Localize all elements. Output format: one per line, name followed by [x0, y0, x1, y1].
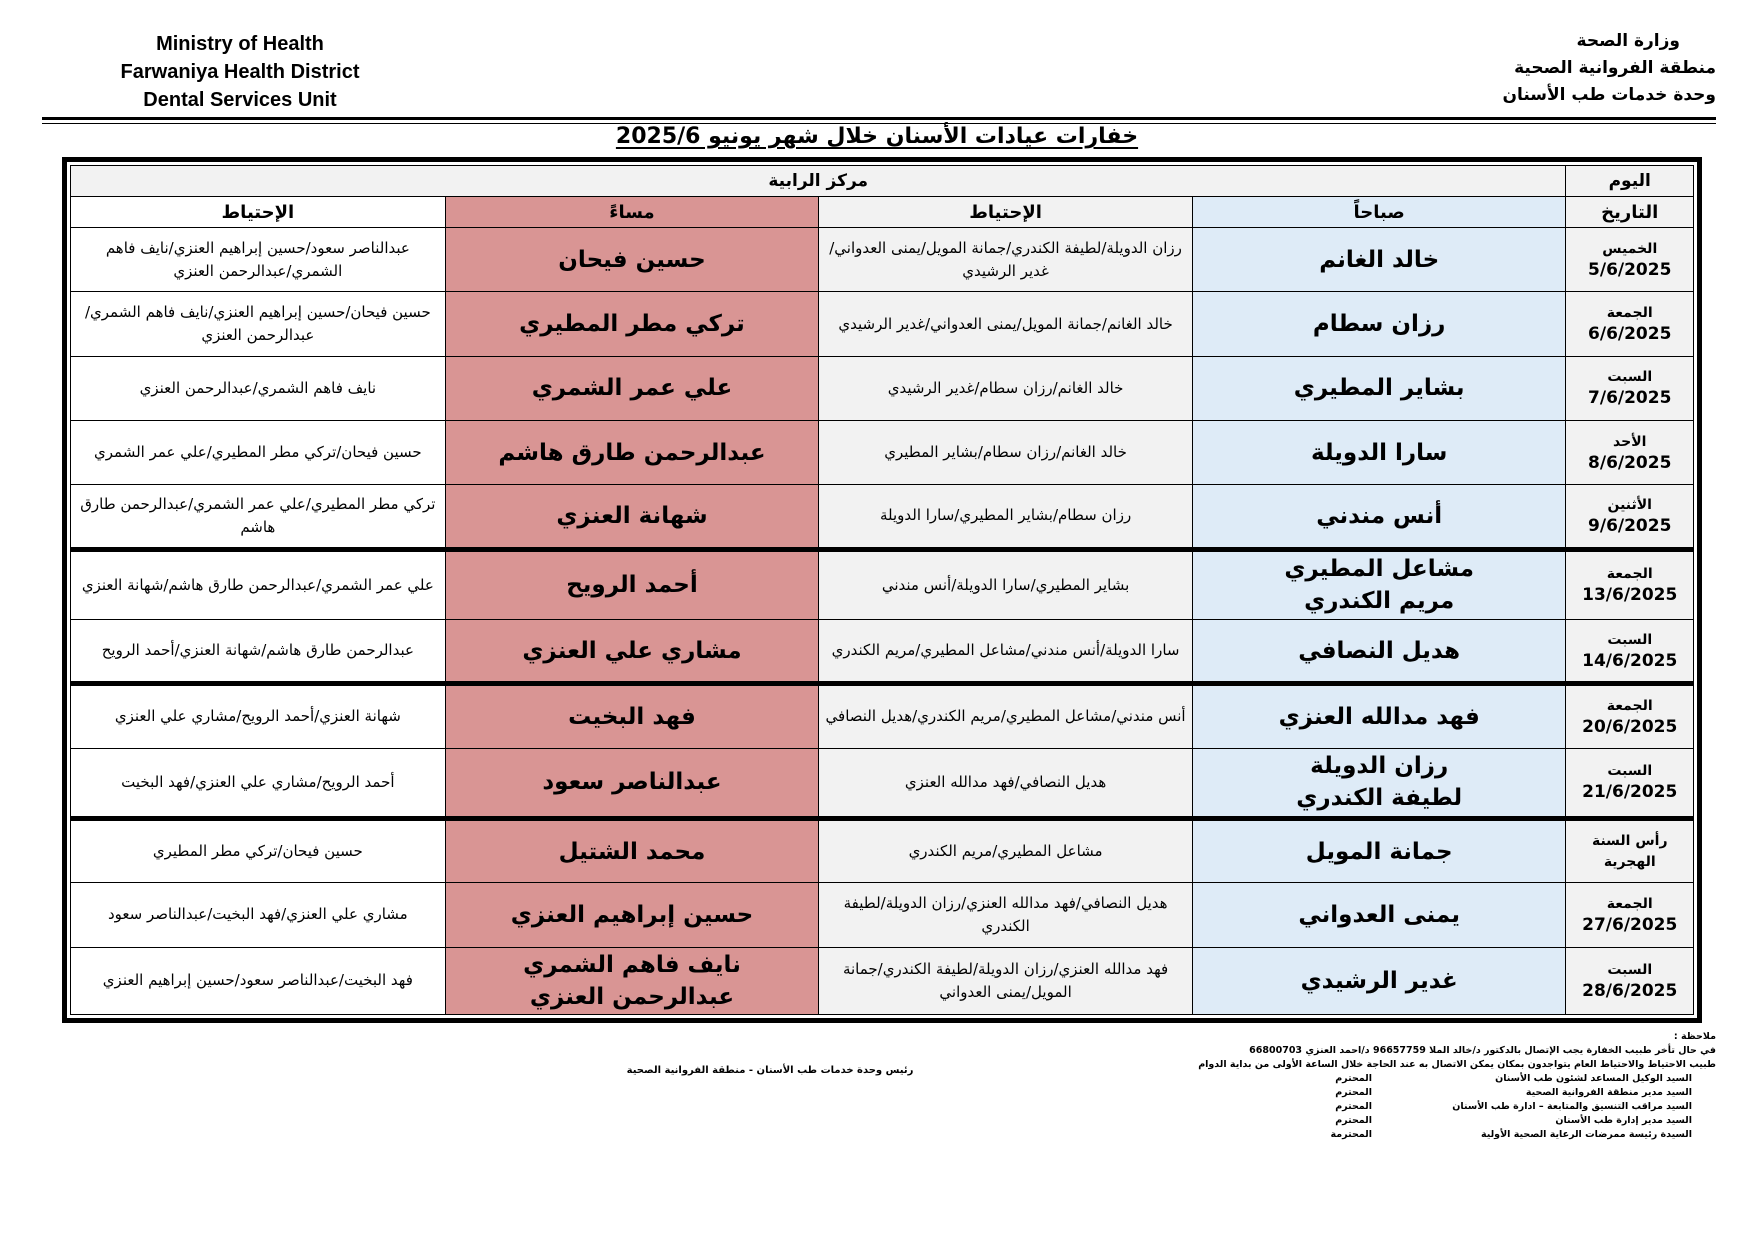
morning-doctor: [1192, 292, 1566, 356]
evening-backup: [71, 549, 446, 619]
morning-backup: [819, 620, 1193, 684]
day-date: 9/6/2025: [1588, 515, 1672, 536]
day-date: 5/6/2025: [1588, 259, 1672, 280]
evening-doctor: [445, 228, 819, 292]
evening-backup: [71, 420, 446, 484]
morning-doctor: [1192, 228, 1566, 292]
morning-backup: [819, 947, 1193, 1014]
table-row: [71, 819, 1694, 883]
day-date: 14/6/2025: [1582, 650, 1678, 671]
doctor-names: فهد مدالله العنزي/رزان الدويلة/لطيفة الكندري/جمانة المويل/يمنى العدواني: [842, 959, 1169, 1001]
title-text: خفارات عيادات الأسنان خلال شهر يونيو 2025/6: [615, 124, 1139, 149]
doctor-names: سارا الدويلة/أنس مندني/مشاعل المطيري/مريم الكندري: [831, 641, 1180, 660]
doctor-names: رزان الدويلة لطيفة الكندري: [1296, 753, 1463, 812]
morning-doctor: [1192, 485, 1566, 549]
table-row: [71, 292, 1694, 356]
day-date: 8/6/2025: [1588, 452, 1672, 473]
morning-doctor: [1192, 883, 1566, 947]
evening-backup: [71, 228, 446, 292]
day-name: الأثنين: [1607, 496, 1652, 513]
doctor-names: تركي مطر المطيري/علي عمر الشمري/عبدالرحمن طارق هاشم: [80, 494, 436, 536]
doctor-names: رزان سطام: [1312, 311, 1446, 338]
day-cell: [1566, 420, 1694, 484]
doctor-names: هديل النصافي: [1298, 637, 1461, 664]
evening-doctor: [445, 292, 819, 356]
doctor-names: بشاير المطيري/سارا الدويلة/أنس مندني: [881, 575, 1130, 594]
morning-doctor: [1192, 748, 1566, 818]
evening-doctor: [445, 883, 819, 947]
day-name: رأس السنة الهجرية: [1591, 832, 1668, 870]
doctor-names: تركي مطر المطيري: [519, 311, 745, 338]
day-name: الجمعة: [1606, 566, 1653, 583]
table-row: [71, 684, 1694, 748]
evening-doctor: [445, 748, 819, 818]
doctor-names: أحمد الرويح: [566, 572, 698, 599]
morning-doctor: [1192, 620, 1566, 684]
doctor-names: سارا الدويلة: [1310, 439, 1448, 466]
doctor-names: حسين إبراهيم العنزي: [510, 901, 754, 928]
day-name: السبت: [1607, 961, 1653, 978]
doctor-names: يمنى العدواني: [1298, 901, 1460, 928]
table-row: [71, 420, 1694, 484]
doctor-names: عبدالناصر سعود/حسين إبراهيم العنزي/نايف فاهم الشمري/عبدالرحمن العنزي: [105, 238, 410, 280]
evening-backup: [71, 883, 446, 947]
day-name: الجمعة: [1606, 305, 1653, 322]
day-date: 13/6/2025: [1582, 585, 1678, 606]
table-row: [71, 947, 1694, 1014]
recipient-item: [1312, 1128, 1692, 1142]
morning-backup: [819, 748, 1193, 818]
evening-doctor: [445, 684, 819, 748]
notes-heading: ملاحظة :: [1673, 1031, 1716, 1042]
day-cell: [1566, 819, 1694, 883]
evening-backup: [71, 292, 446, 356]
doctor-names: علي عمر الشمري/عبدالرحمن طارق هاشم/شهانة العنزي: [81, 575, 434, 594]
morning-doctor: [1192, 947, 1566, 1014]
doctor-names: مشاعل المطيري/مريم الكندري: [908, 842, 1103, 861]
evening-doctor: [445, 356, 819, 420]
morning-doctor: [1192, 549, 1566, 619]
recipient-honorific: المحترم: [1335, 1087, 1372, 1098]
morning-backup: [819, 819, 1193, 883]
morning-backup: [819, 292, 1193, 356]
doctor-names: خالد الغانم/جمانة المويل/يمنى العدواني/غدير الرشيدي: [838, 314, 1173, 333]
evening-doctor: [445, 420, 819, 484]
doctor-names: أنس مندني/مشاعل المطيري/مريم الكندري/هديل النصافي: [825, 707, 1186, 726]
header-date: التاريخ: [1566, 197, 1694, 228]
doctor-names: بشاير المطيري: [1293, 375, 1465, 402]
day-name: السبت: [1607, 631, 1653, 648]
morning-backup: [819, 549, 1193, 619]
doctor-names: عبدالرحمن طارق هاشم: [498, 439, 766, 466]
header-backup-morning: الإحتياط: [819, 197, 1193, 228]
doctor-names: شهانة العنزي: [556, 502, 708, 529]
recipient-text: السيد الوكيل المساعد لشئون طب الأسنان: [1495, 1073, 1692, 1084]
header-backup-evening: الإحتياط: [71, 197, 446, 228]
district-ar: منطقة الفروانية الصحية: [1514, 58, 1716, 78]
day-date: 28/6/2025: [1582, 980, 1678, 1001]
header-day: اليوم: [1566, 166, 1694, 197]
day-name: السبت: [1607, 763, 1653, 780]
doctor-names: فهد البخيت/عبدالناصر سعود/حسين إبراهيم العنزي: [102, 971, 413, 990]
morning-doctor: [1192, 420, 1566, 484]
schedule-table: [70, 165, 1694, 1015]
doctor-names: حسين فيحان/حسين إبراهيم العنزي/نايف فاهم الشمري/عبدالرحمن العنزي: [84, 303, 431, 345]
doctor-names: خالد الغانم: [1319, 246, 1440, 273]
evening-doctor: [445, 620, 819, 684]
evening-backup: [71, 748, 446, 818]
doctor-names: رزان سطام/بشاير المطيري/سارا الدويلة: [879, 506, 1132, 525]
doctor-names: حسين فيحان/تركي مطر المطيري: [152, 842, 363, 861]
recipient-honorific: المحترم: [1335, 1073, 1372, 1084]
day-date: 6/6/2025: [1588, 324, 1672, 345]
morning-backup: [819, 228, 1193, 292]
recipient-item: [1312, 1114, 1692, 1128]
unit-en: Dental Services Unit: [143, 89, 337, 111]
day-cell: [1566, 485, 1694, 549]
day-cell: [1566, 549, 1694, 619]
ministry-en: Ministry of Health: [156, 33, 324, 55]
doctor-names: نايف فاهم الشمري/عبدالرحمن العنزي: [139, 378, 377, 397]
notes-section: [1196, 1030, 1716, 1142]
recipient-text: السيد مدير إدارة طب الأسنان: [1555, 1115, 1692, 1126]
signature-line: رئيس وحدة خدمات طب الأسنان - منطقة الفروانية الصحية: [626, 1065, 914, 1076]
header-morning: صباحاً: [1192, 197, 1566, 228]
doctor-names: شهانة العنزي/أحمد الرويح/مشاري علي العنزي: [114, 707, 401, 726]
day-date: 21/6/2025: [1582, 782, 1678, 803]
doctor-names: حسين فيحان/تركي مطر المطيري/علي عمر الشمري: [94, 443, 422, 462]
day-date: 20/6/2025: [1582, 716, 1678, 737]
table-row: [71, 883, 1694, 947]
day-name: الجمعة: [1606, 895, 1653, 912]
day-date: 7/6/2025: [1588, 388, 1672, 409]
day-cell: [1566, 748, 1694, 818]
doctor-names: عبدالرحمن طارق هاشم/شهانة العنزي/أحمد الرويح: [101, 641, 414, 660]
doctor-names: هديل النصافي/فهد مدالله العنزي/رزان الدويلة/لطيفة الكندري: [843, 893, 1168, 935]
evening-backup: [71, 485, 446, 549]
document-title: [0, 124, 1754, 149]
ministry-ar: وزارة الصحة: [1576, 31, 1680, 51]
doctor-names: فهد مدالله العنزي: [1278, 703, 1480, 730]
day-name: الأحد: [1613, 433, 1647, 450]
doctor-names: محمد الشتيل: [558, 838, 706, 865]
doctor-names: علي عمر الشمري: [531, 375, 733, 402]
doctor-names: خالد الغانم/رزان سطام/غدير الرشيدي: [887, 378, 1124, 397]
recipient-item: [1312, 1086, 1692, 1100]
evening-doctor: [445, 549, 819, 619]
recipients-list: [1196, 1072, 1716, 1142]
day-cell: [1566, 292, 1694, 356]
district-en: Farwaniya Health District: [120, 61, 360, 83]
doctor-names: مشاعل المطيري مريم الكندري: [1284, 556, 1474, 615]
morning-doctor: [1192, 819, 1566, 883]
recipient-text: السيد مراقب التنسيق والمتابعة – ادارة طب الأسنان: [1452, 1101, 1692, 1112]
evening-backup: [71, 819, 446, 883]
morning-backup: [819, 420, 1193, 484]
center-name: مركز الرابية: [71, 166, 1566, 197]
day-name: الخميس: [1602, 240, 1658, 257]
day-cell: [1566, 356, 1694, 420]
table-row: [71, 485, 1694, 549]
recipient-honorific: المحترم: [1335, 1115, 1372, 1126]
day-name: السبت: [1607, 369, 1653, 386]
doctor-names: نايف فاهم الشمري عبدالرحمن العنزي: [523, 951, 741, 1010]
table-row: [71, 620, 1694, 684]
recipient-honorific: المحترم: [1335, 1101, 1372, 1112]
evening-doctor: [445, 819, 819, 883]
doctor-names: فهد البخيت: [568, 703, 696, 730]
header-divider-thick: [42, 117, 1716, 120]
doctor-names: رزان الدويلة/لطيفة الكندري/جمانة المويل/يمنى العدواني/غدير الرشيدي: [829, 238, 1182, 280]
evening-backup: [71, 947, 446, 1014]
notes-line-2: طبيب الاحتياط والاحتياط العام يتواجدون بمكان يمكن الاتصال به عند الحاجة خلال الساعة الأولى من بداية الدوام: [1198, 1059, 1716, 1070]
day-cell: [1566, 620, 1694, 684]
evening-doctor: [445, 947, 819, 1014]
morning-doctor: [1192, 684, 1566, 748]
recipient-honorific: المحترمة: [1330, 1129, 1372, 1140]
doctor-names: أحمد الرويح/مشاري علي العنزي/فهد البخيت: [121, 772, 395, 791]
doctor-names: غدير الرشيدي: [1300, 967, 1458, 994]
morning-backup: [819, 684, 1193, 748]
table-row: [71, 356, 1694, 420]
day-cell: [1566, 947, 1694, 1014]
doctor-names: أنس مندني: [1316, 502, 1443, 529]
evening-backup: [71, 684, 446, 748]
doctor-names: حسين فيحان: [558, 246, 706, 273]
morning-backup: [819, 485, 1193, 549]
evening-backup: [71, 620, 446, 684]
doctor-names: مشاري علي العنزي: [522, 637, 742, 664]
header-english: [90, 30, 390, 114]
unit-ar: وحدة خدمات طب الأسنان: [1502, 85, 1716, 105]
table-row: [71, 228, 1694, 292]
doctor-names: جمانة المويل: [1305, 838, 1453, 865]
evening-doctor: [445, 485, 819, 549]
doctor-names: مشاري علي العنزي/فهد البخيت/عبدالناصر سعود: [108, 905, 408, 924]
evening-backup: [71, 356, 446, 420]
day-cell: [1566, 684, 1694, 748]
table-row: [71, 549, 1694, 619]
schedule-table-frame: [62, 157, 1702, 1023]
morning-backup: [819, 356, 1193, 420]
notes-line-1: في حال تأخر طبيب الخفارة يجب الإتصال بالدكتور د/خالد الملا 96657759 د/احمد العنزي 66800703: [1249, 1045, 1716, 1056]
recipient-text: السيد مدير منطقة الفروانية الصحية: [1525, 1087, 1692, 1098]
day-cell: [1566, 883, 1694, 947]
recipient-item: [1312, 1072, 1692, 1086]
doctor-names: خالد الغانم/رزان سطام/بشاير المطيري: [884, 443, 1127, 462]
doctor-names: هديل النصافي/فهد مدالله العنزي: [904, 772, 1107, 791]
recipient-item: [1312, 1100, 1692, 1114]
day-date: 27/6/2025: [1582, 914, 1678, 935]
day-name: الجمعة: [1606, 697, 1653, 714]
header-arabic: [1376, 28, 1716, 109]
day-cell: [1566, 228, 1694, 292]
morning-backup: [819, 883, 1193, 947]
header-evening: مساءً: [445, 197, 819, 228]
recipient-text: السيدة رئيسة ممرضات الرعاية الصحية الأولية: [1480, 1129, 1692, 1140]
morning-doctor: [1192, 356, 1566, 420]
doctor-names: عبدالناصر سعود: [542, 769, 722, 796]
table-row: [71, 748, 1694, 818]
